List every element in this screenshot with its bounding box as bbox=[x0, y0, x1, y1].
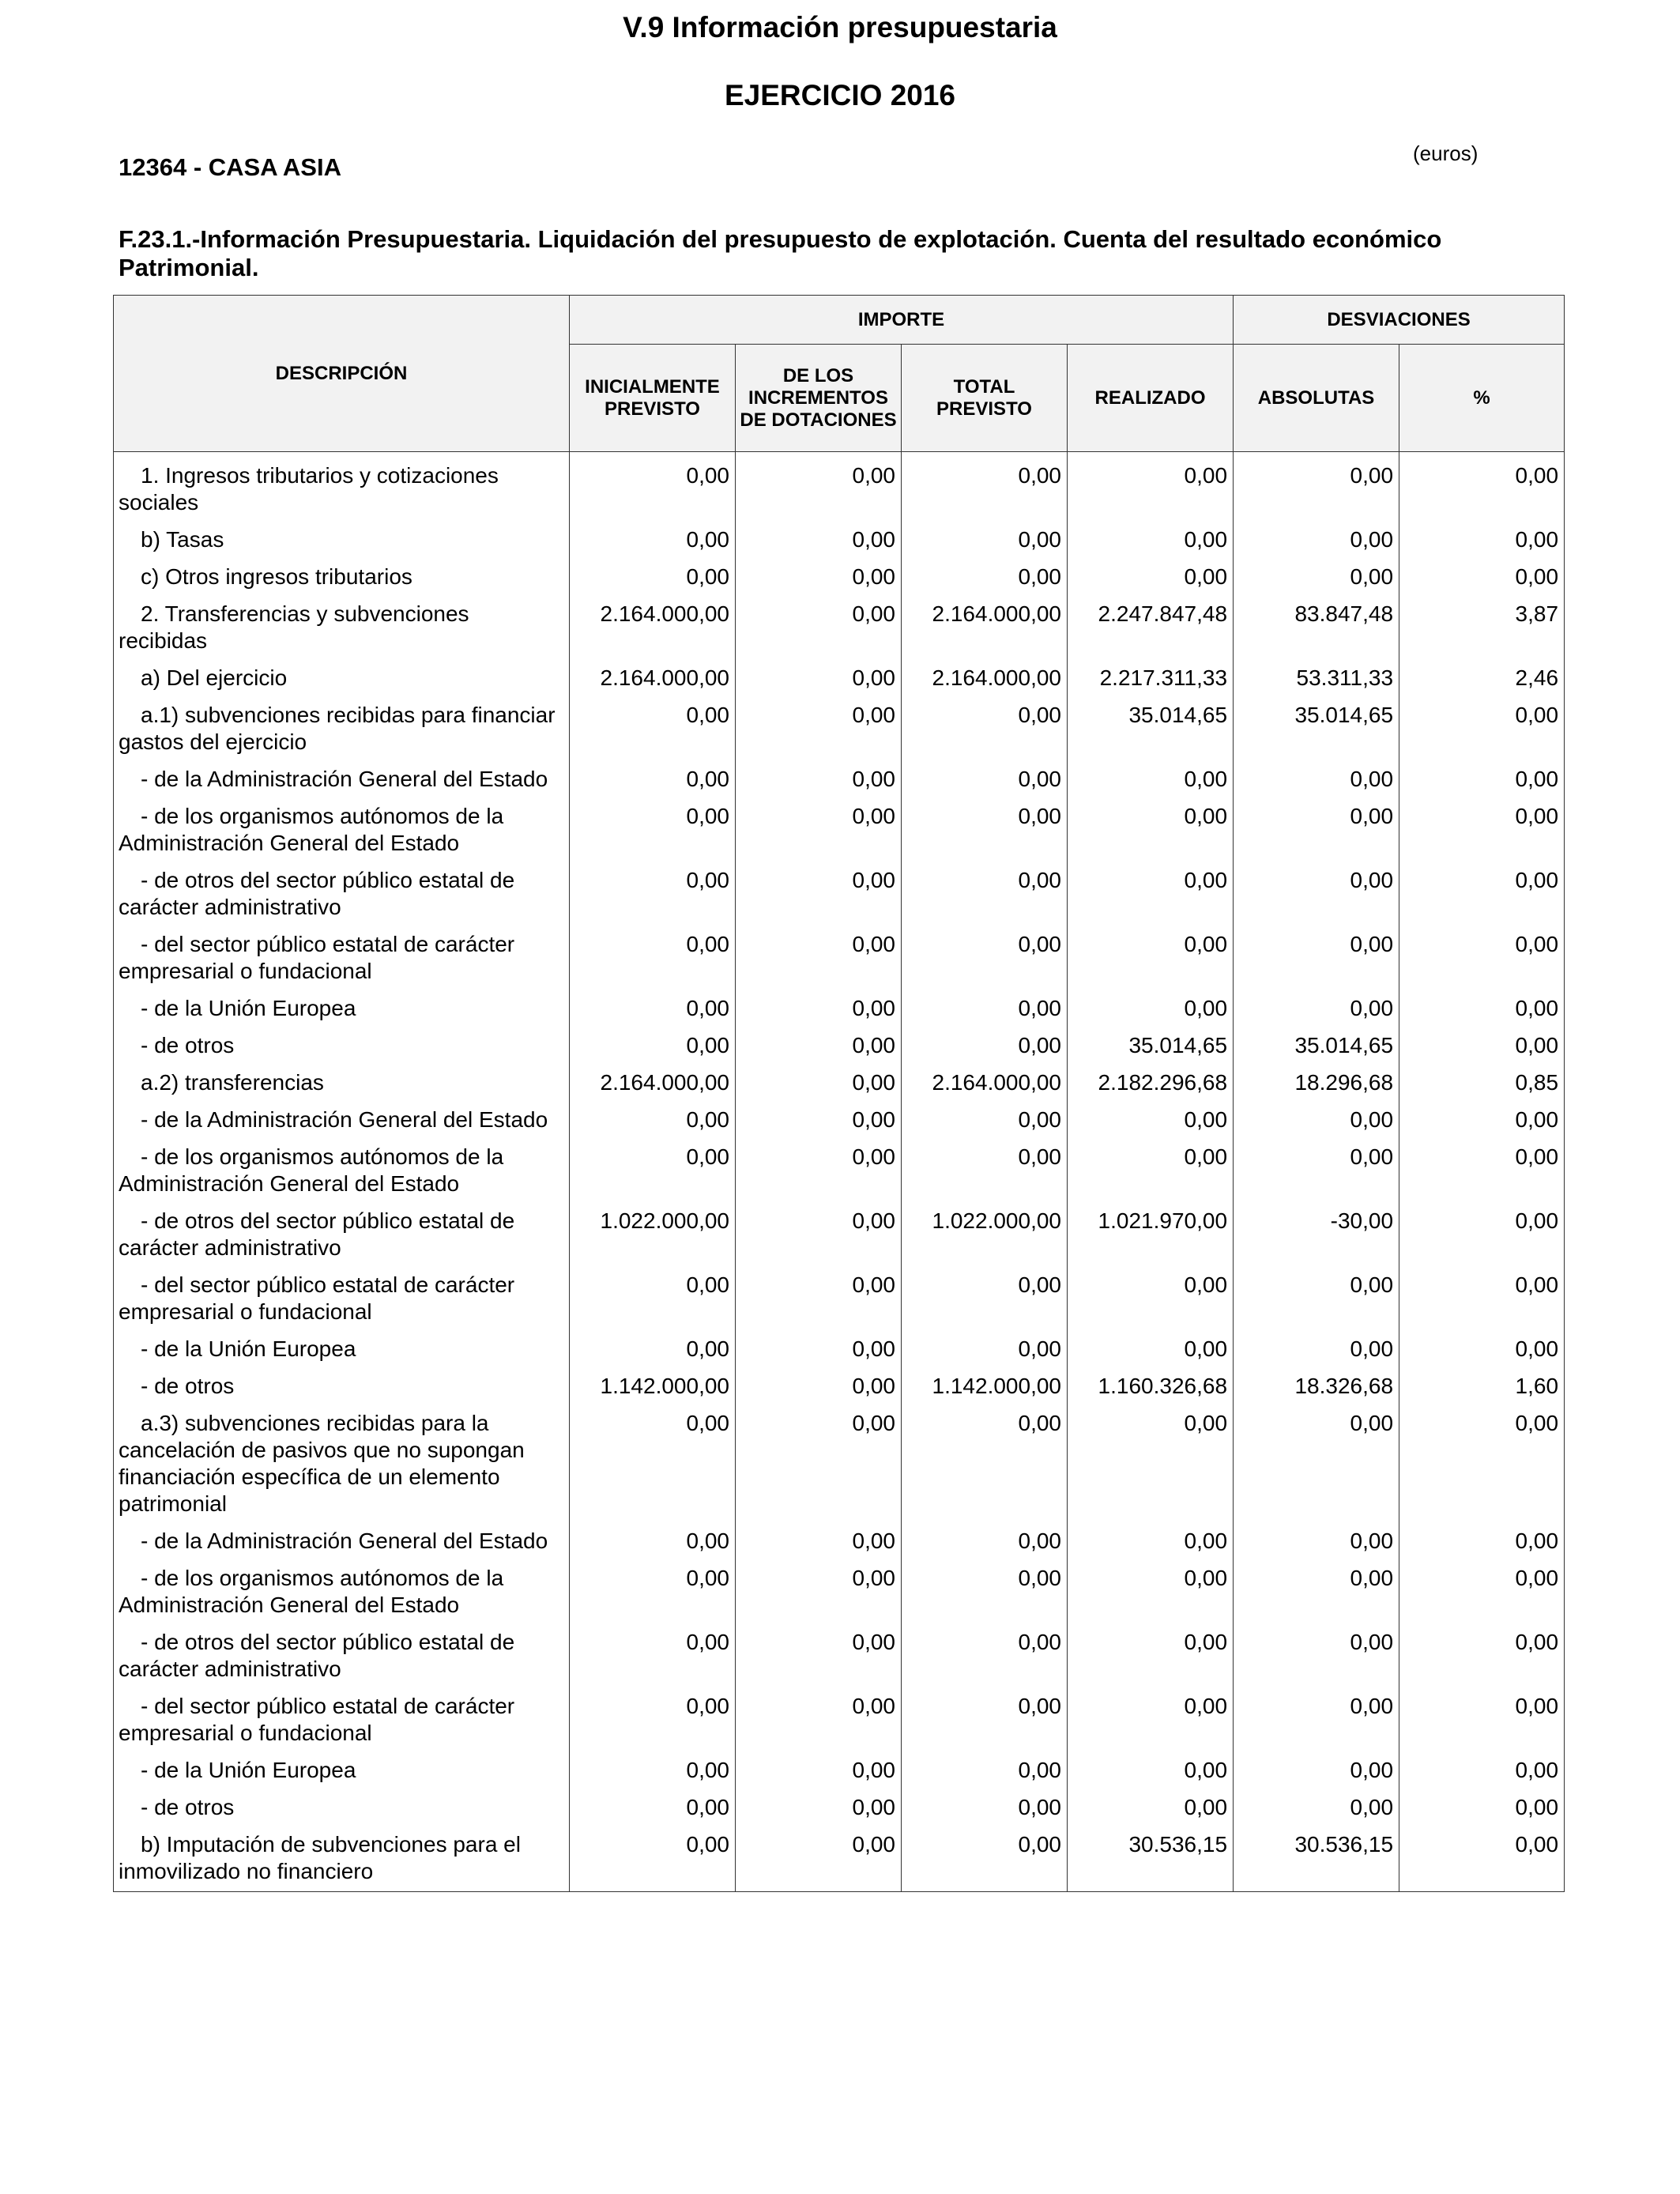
table-row bbox=[114, 1784, 1565, 1821]
cell-value: 0,00 bbox=[736, 1325, 902, 1363]
cell-value: 0,00 bbox=[1068, 793, 1234, 857]
cell-value: 0,00 bbox=[902, 516, 1068, 553]
row-description-text: - de otros del sector público estatal de carácter administrativo bbox=[119, 1630, 515, 1681]
cell-value: 0,00 bbox=[736, 553, 902, 590]
cell-value: 30.536,15 bbox=[1068, 1821, 1234, 1892]
cell-value: 0,00 bbox=[902, 1133, 1068, 1197]
cell-value: 0,00 bbox=[1068, 452, 1234, 517]
cell-value: 0,00 bbox=[1234, 1096, 1399, 1133]
cell-value: 0,00 bbox=[902, 1022, 1068, 1059]
cell-value: 0,00 bbox=[1234, 985, 1399, 1022]
cell-value: 0,00 bbox=[1068, 1517, 1234, 1555]
row-description-text: - de los organismos autónomos de la Administración General del Estado bbox=[119, 1566, 504, 1617]
cell-value: 0,00 bbox=[736, 692, 902, 756]
cell-value: 0,00 bbox=[1234, 1133, 1399, 1197]
row-description-text: - de los organismos autónomos de la Administración General del Estado bbox=[119, 1144, 504, 1196]
cell-value: 0,00 bbox=[1399, 1821, 1565, 1892]
cell-value: 0,00 bbox=[736, 985, 902, 1022]
cell-value: 0,00 bbox=[902, 1325, 1068, 1363]
cell-value: 0,00 bbox=[570, 1555, 736, 1619]
cell-value: 0,00 bbox=[1399, 692, 1565, 756]
cell-value: 0,00 bbox=[1399, 452, 1565, 517]
cell-value: 2.164.000,00 bbox=[902, 654, 1068, 692]
cell-value: 0,00 bbox=[1399, 1784, 1565, 1821]
cell-value: 0,00 bbox=[1399, 921, 1565, 985]
row-description-text: - de la Administración General del Estado bbox=[141, 1107, 548, 1132]
cell-value: 0,00 bbox=[902, 793, 1068, 857]
cell-value: 3,87 bbox=[1399, 590, 1565, 654]
cell-value: 0,00 bbox=[1399, 1400, 1565, 1517]
cell-value: 0,00 bbox=[1234, 516, 1399, 553]
cell-value: 0,00 bbox=[902, 1261, 1068, 1325]
cell-value: 0,00 bbox=[736, 1619, 902, 1683]
cell-value: 0,00 bbox=[736, 1555, 902, 1619]
budget-table bbox=[113, 295, 1565, 1892]
cell-value: 0,00 bbox=[1399, 985, 1565, 1022]
cell-value: 0,00 bbox=[736, 1683, 902, 1747]
cell-value: 0,00 bbox=[1068, 985, 1234, 1022]
cell-value: 0,00 bbox=[1068, 553, 1234, 590]
cell-value: 0,00 bbox=[902, 1517, 1068, 1555]
cell-value: 0,00 bbox=[570, 793, 736, 857]
cell-value: 0,00 bbox=[570, 1747, 736, 1784]
cell-value: 0,00 bbox=[736, 590, 902, 654]
header-desviaciones: DESVIACIONES bbox=[1234, 296, 1565, 345]
cell-value: 0,00 bbox=[902, 1683, 1068, 1747]
cell-value: 0,00 bbox=[570, 921, 736, 985]
cell-value: 53.311,33 bbox=[1234, 654, 1399, 692]
row-description bbox=[114, 1784, 570, 1821]
column-header: INICIALMENTE PREVISTO bbox=[570, 345, 736, 452]
cell-value: 0,00 bbox=[1234, 1683, 1399, 1747]
cell-value: 1.160.326,68 bbox=[1068, 1363, 1234, 1400]
cell-value: 0,00 bbox=[1399, 756, 1565, 793]
table-row bbox=[114, 1517, 1565, 1555]
row-description-text: 2. Transferencias y subvenciones recibidas bbox=[119, 601, 469, 653]
cell-value: 0,00 bbox=[1068, 1325, 1234, 1363]
cell-value: 0,00 bbox=[1234, 921, 1399, 985]
cell-value: 0,00 bbox=[1399, 1022, 1565, 1059]
table-row bbox=[114, 1400, 1565, 1517]
row-description-text: - del sector público estatal de carácter empresarial o fundacional bbox=[119, 1694, 515, 1745]
cell-value: 0,00 bbox=[1234, 1517, 1399, 1555]
row-description bbox=[114, 1517, 570, 1555]
cell-value: 2.164.000,00 bbox=[570, 654, 736, 692]
cell-value: 2.247.847,48 bbox=[1068, 590, 1234, 654]
row-description-text: - de otros del sector público estatal de carácter administrativo bbox=[119, 868, 515, 919]
table-row bbox=[114, 1747, 1565, 1784]
row-description bbox=[114, 1363, 570, 1400]
table-row bbox=[114, 1022, 1565, 1059]
cell-value: 0,00 bbox=[1234, 857, 1399, 921]
cell-value: 0,00 bbox=[736, 1517, 902, 1555]
section-title: F.23.1.-Información Presupuestaria. Liquidación del presupuesto de explotación. Cuenta del resultado económico Patrimonial. bbox=[119, 225, 1442, 281]
cell-value: 0,00 bbox=[1234, 1619, 1399, 1683]
row-description bbox=[114, 1619, 570, 1683]
cell-value: 2.164.000,00 bbox=[902, 590, 1068, 654]
cell-value: 0,00 bbox=[1068, 921, 1234, 985]
row-description bbox=[114, 692, 570, 756]
cell-value: 0,00 bbox=[736, 1363, 902, 1400]
cell-value: 0,00 bbox=[570, 1325, 736, 1363]
cell-value: 0,00 bbox=[902, 692, 1068, 756]
cell-value: 0,00 bbox=[1234, 1784, 1399, 1821]
row-description bbox=[114, 1059, 570, 1096]
cell-value: 0,00 bbox=[1399, 1096, 1565, 1133]
row-description-text: - de otros bbox=[141, 1033, 235, 1057]
cell-value: 0,00 bbox=[570, 1683, 736, 1747]
cell-value: 0,00 bbox=[1068, 857, 1234, 921]
table-row bbox=[114, 1683, 1565, 1747]
row-description-text: - de la Unión Europea bbox=[141, 996, 356, 1020]
cell-value: 0,00 bbox=[570, 1022, 736, 1059]
table-row bbox=[114, 654, 1565, 692]
cell-value: 0,00 bbox=[1234, 1261, 1399, 1325]
cell-value: 1.142.000,00 bbox=[902, 1363, 1068, 1400]
row-description-text: a.1) subvenciones recibidas para financiar gastos del ejercicio bbox=[119, 703, 556, 754]
entity-name: 12364 - CASA ASIA bbox=[119, 153, 341, 181]
cell-value: 0,00 bbox=[1234, 1555, 1399, 1619]
cell-value: 0,00 bbox=[1234, 1325, 1399, 1363]
cell-value: 2,46 bbox=[1399, 654, 1565, 692]
cell-value: 0,00 bbox=[1399, 553, 1565, 590]
cell-value: 0,00 bbox=[902, 857, 1068, 921]
row-description bbox=[114, 590, 570, 654]
row-description-text: - de otros bbox=[141, 1374, 235, 1398]
row-description-text: - de la Administración General del Estado bbox=[141, 1529, 548, 1553]
cell-value: 0,00 bbox=[1234, 756, 1399, 793]
cell-value: 0,00 bbox=[1399, 1683, 1565, 1747]
row-description bbox=[114, 1022, 570, 1059]
cell-value: 0,00 bbox=[570, 553, 736, 590]
column-header: REALIZADO bbox=[1068, 345, 1234, 452]
row-description bbox=[114, 1821, 570, 1892]
cell-value: 0,00 bbox=[570, 692, 736, 756]
row-description-text: b) Tasas bbox=[141, 527, 224, 552]
row-description-text: a.3) subvenciones recibidas para la cancelación de pasivos que no supongan financiación específica de un elemento patrimonial bbox=[119, 1411, 525, 1516]
table-row bbox=[114, 1261, 1565, 1325]
table-row bbox=[114, 985, 1565, 1022]
row-description bbox=[114, 1261, 570, 1325]
cell-value: 2.217.311,33 bbox=[1068, 654, 1234, 692]
cell-value: 35.014,65 bbox=[1068, 692, 1234, 756]
fiscal-year-heading: EJERCICIO 2016 bbox=[724, 79, 956, 111]
row-description bbox=[114, 793, 570, 857]
cell-value: -30,00 bbox=[1234, 1197, 1399, 1261]
row-description-text: c) Otros ingresos tributarios bbox=[141, 564, 412, 589]
cell-value: 0,00 bbox=[1068, 1619, 1234, 1683]
cell-value: 0,00 bbox=[1399, 1261, 1565, 1325]
row-description bbox=[114, 1683, 570, 1747]
cell-value: 0,00 bbox=[1234, 1400, 1399, 1517]
cell-value: 0,00 bbox=[1068, 1784, 1234, 1821]
cell-value: 0,00 bbox=[736, 756, 902, 793]
cell-value: 0,00 bbox=[1068, 1096, 1234, 1133]
cell-value: 30.536,15 bbox=[1234, 1821, 1399, 1892]
cell-value: 0,00 bbox=[570, 1400, 736, 1517]
row-description bbox=[114, 452, 570, 517]
row-description bbox=[114, 1096, 570, 1133]
cell-value: 0,00 bbox=[1399, 857, 1565, 921]
table-row bbox=[114, 590, 1565, 654]
header-description: DESCRIPCIÓN bbox=[114, 296, 570, 452]
cell-value: 0,00 bbox=[1399, 1619, 1565, 1683]
row-description bbox=[114, 756, 570, 793]
cell-value: 0,00 bbox=[570, 1784, 736, 1821]
table-row bbox=[114, 692, 1565, 756]
cell-value: 0,00 bbox=[736, 1261, 902, 1325]
column-header: DE LOS INCREMENTOS DE DOTACIONES bbox=[736, 345, 902, 452]
cell-value: 0,00 bbox=[902, 1096, 1068, 1133]
cell-value: 0,00 bbox=[736, 1059, 902, 1096]
cell-value: 0,00 bbox=[1068, 756, 1234, 793]
cell-value: 0,00 bbox=[1234, 553, 1399, 590]
table-row bbox=[114, 793, 1565, 857]
cell-value: 0,00 bbox=[736, 1821, 902, 1892]
cell-value: 0,00 bbox=[736, 921, 902, 985]
cell-value: 0,00 bbox=[1068, 1555, 1234, 1619]
cell-value: 0,00 bbox=[736, 1096, 902, 1133]
cell-value: 0,00 bbox=[1399, 793, 1565, 857]
cell-value: 0,00 bbox=[1068, 1261, 1234, 1325]
cell-value: 18.326,68 bbox=[1234, 1363, 1399, 1400]
cell-value: 0,00 bbox=[736, 516, 902, 553]
cell-value: 0,00 bbox=[1399, 1747, 1565, 1784]
table-row bbox=[114, 756, 1565, 793]
cell-value: 0,00 bbox=[1399, 1555, 1565, 1619]
cell-value: 2.182.296,68 bbox=[1068, 1059, 1234, 1096]
cell-value: 0,00 bbox=[1399, 1133, 1565, 1197]
cell-value: 0,00 bbox=[736, 1197, 902, 1261]
cell-value: 0,00 bbox=[1399, 516, 1565, 553]
cell-value: 0,00 bbox=[1234, 452, 1399, 517]
cell-value: 0,00 bbox=[736, 1747, 902, 1784]
cell-value: 0,00 bbox=[902, 1619, 1068, 1683]
cell-value: 35.014,65 bbox=[1234, 1022, 1399, 1059]
cell-value: 0,00 bbox=[570, 1619, 736, 1683]
cell-value: 0,00 bbox=[1234, 1747, 1399, 1784]
cell-value: 35.014,65 bbox=[1234, 692, 1399, 756]
cell-value: 2.164.000,00 bbox=[902, 1059, 1068, 1096]
cell-value: 0,00 bbox=[570, 516, 736, 553]
row-description bbox=[114, 921, 570, 985]
units-label: (euros) bbox=[1413, 141, 1478, 165]
cell-value: 0,00 bbox=[570, 452, 736, 517]
row-description bbox=[114, 1325, 570, 1363]
cell-value: 1,60 bbox=[1399, 1363, 1565, 1400]
table-body bbox=[114, 452, 1565, 1892]
cell-value: 0,00 bbox=[736, 1022, 902, 1059]
table-row bbox=[114, 452, 1565, 517]
row-description-text: - de los organismos autónomos de la Administración General del Estado bbox=[119, 804, 504, 855]
row-description-text: b) Imputación de subvenciones para el inmovilizado no financiero bbox=[119, 1832, 521, 1883]
cell-value: 0,00 bbox=[902, 553, 1068, 590]
header-importe: IMPORTE bbox=[570, 296, 1234, 345]
row-description-text: - de otros del sector público estatal de carácter administrativo bbox=[119, 1208, 515, 1260]
cell-value: 0,00 bbox=[902, 921, 1068, 985]
cell-value: 0,00 bbox=[902, 756, 1068, 793]
cell-value: 0,00 bbox=[1399, 1325, 1565, 1363]
cell-value: 83.847,48 bbox=[1234, 590, 1399, 654]
row-description-text: a) Del ejercicio bbox=[141, 665, 288, 690]
cell-value: 0,00 bbox=[1068, 1747, 1234, 1784]
row-description-text: - de la Unión Europea bbox=[141, 1336, 356, 1361]
cell-value: 0,00 bbox=[902, 1555, 1068, 1619]
cell-value: 0,00 bbox=[736, 793, 902, 857]
cell-value: 35.014,65 bbox=[1068, 1022, 1234, 1059]
cell-value: 0,00 bbox=[570, 857, 736, 921]
cell-value: 0,00 bbox=[736, 857, 902, 921]
cell-value: 0,00 bbox=[736, 452, 902, 517]
table-row bbox=[114, 1555, 1565, 1619]
table-row bbox=[114, 857, 1565, 921]
row-description-text: - del sector público estatal de carácter empresarial o fundacional bbox=[119, 932, 515, 983]
row-description bbox=[114, 1400, 570, 1517]
cell-value: 0,00 bbox=[570, 1133, 736, 1197]
cell-value: 0,85 bbox=[1399, 1059, 1565, 1096]
row-description bbox=[114, 1197, 570, 1261]
cell-value: 0,00 bbox=[902, 1784, 1068, 1821]
row-description-text: - de otros bbox=[141, 1795, 235, 1819]
cell-value: 0,00 bbox=[570, 1821, 736, 1892]
cell-value: 0,00 bbox=[1234, 793, 1399, 857]
cell-value: 0,00 bbox=[902, 985, 1068, 1022]
cell-value: 0,00 bbox=[570, 1261, 736, 1325]
cell-value: 0,00 bbox=[902, 1747, 1068, 1784]
table-row bbox=[114, 1059, 1565, 1096]
table-row bbox=[114, 553, 1565, 590]
page-title: V.9 Información presupuestaria bbox=[623, 11, 1057, 43]
cell-value: 0,00 bbox=[570, 985, 736, 1022]
table-row bbox=[114, 1619, 1565, 1683]
cell-value: 2.164.000,00 bbox=[570, 590, 736, 654]
row-description-text: - de la Administración General del Estado bbox=[141, 767, 548, 791]
cell-value: 0,00 bbox=[1399, 1197, 1565, 1261]
cell-value: 0,00 bbox=[902, 1821, 1068, 1892]
cell-value: 2.164.000,00 bbox=[570, 1059, 736, 1096]
row-description-text: 1. Ingresos tributarios y cotizaciones sociales bbox=[119, 463, 499, 515]
table-row bbox=[114, 1096, 1565, 1133]
cell-value: 18.296,68 bbox=[1234, 1059, 1399, 1096]
cell-value: 0,00 bbox=[570, 1517, 736, 1555]
column-header: % bbox=[1399, 345, 1565, 452]
cell-value: 0,00 bbox=[1068, 1683, 1234, 1747]
column-header: TOTAL PREVISTO bbox=[902, 345, 1068, 452]
row-description bbox=[114, 1555, 570, 1619]
cell-value: 1.022.000,00 bbox=[902, 1197, 1068, 1261]
row-description bbox=[114, 553, 570, 590]
cell-value: 0,00 bbox=[736, 654, 902, 692]
cell-value: 1.021.970,00 bbox=[1068, 1197, 1234, 1261]
cell-value: 0,00 bbox=[736, 1133, 902, 1197]
cell-value: 0,00 bbox=[902, 452, 1068, 517]
row-description bbox=[114, 1133, 570, 1197]
row-description-text: - del sector público estatal de carácter empresarial o fundacional bbox=[119, 1272, 515, 1324]
row-description bbox=[114, 654, 570, 692]
cell-value: 0,00 bbox=[902, 1400, 1068, 1517]
cell-value: 0,00 bbox=[1068, 516, 1234, 553]
cell-value: 0,00 bbox=[736, 1400, 902, 1517]
table-row bbox=[114, 1821, 1565, 1892]
cell-value: 0,00 bbox=[736, 1784, 902, 1821]
cell-value: 1.022.000,00 bbox=[570, 1197, 736, 1261]
row-description bbox=[114, 985, 570, 1022]
cell-value: 0,00 bbox=[570, 756, 736, 793]
table-row bbox=[114, 1363, 1565, 1400]
table-row bbox=[114, 1197, 1565, 1261]
cell-value: 1.142.000,00 bbox=[570, 1363, 736, 1400]
row-description-text: - de la Unión Europea bbox=[141, 1758, 356, 1782]
table-row bbox=[114, 1325, 1565, 1363]
cell-value: 0,00 bbox=[570, 1096, 736, 1133]
table-row bbox=[114, 516, 1565, 553]
table-row bbox=[114, 921, 1565, 985]
column-header: ABSOLUTAS bbox=[1234, 345, 1399, 452]
row-description bbox=[114, 1747, 570, 1784]
row-description-text: a.2) transferencias bbox=[141, 1070, 324, 1095]
cell-value: 0,00 bbox=[1399, 1517, 1565, 1555]
row-description bbox=[114, 857, 570, 921]
cell-value: 0,00 bbox=[1068, 1400, 1234, 1517]
row-description bbox=[114, 516, 570, 553]
table-row bbox=[114, 1133, 1565, 1197]
cell-value: 0,00 bbox=[1068, 1133, 1234, 1197]
